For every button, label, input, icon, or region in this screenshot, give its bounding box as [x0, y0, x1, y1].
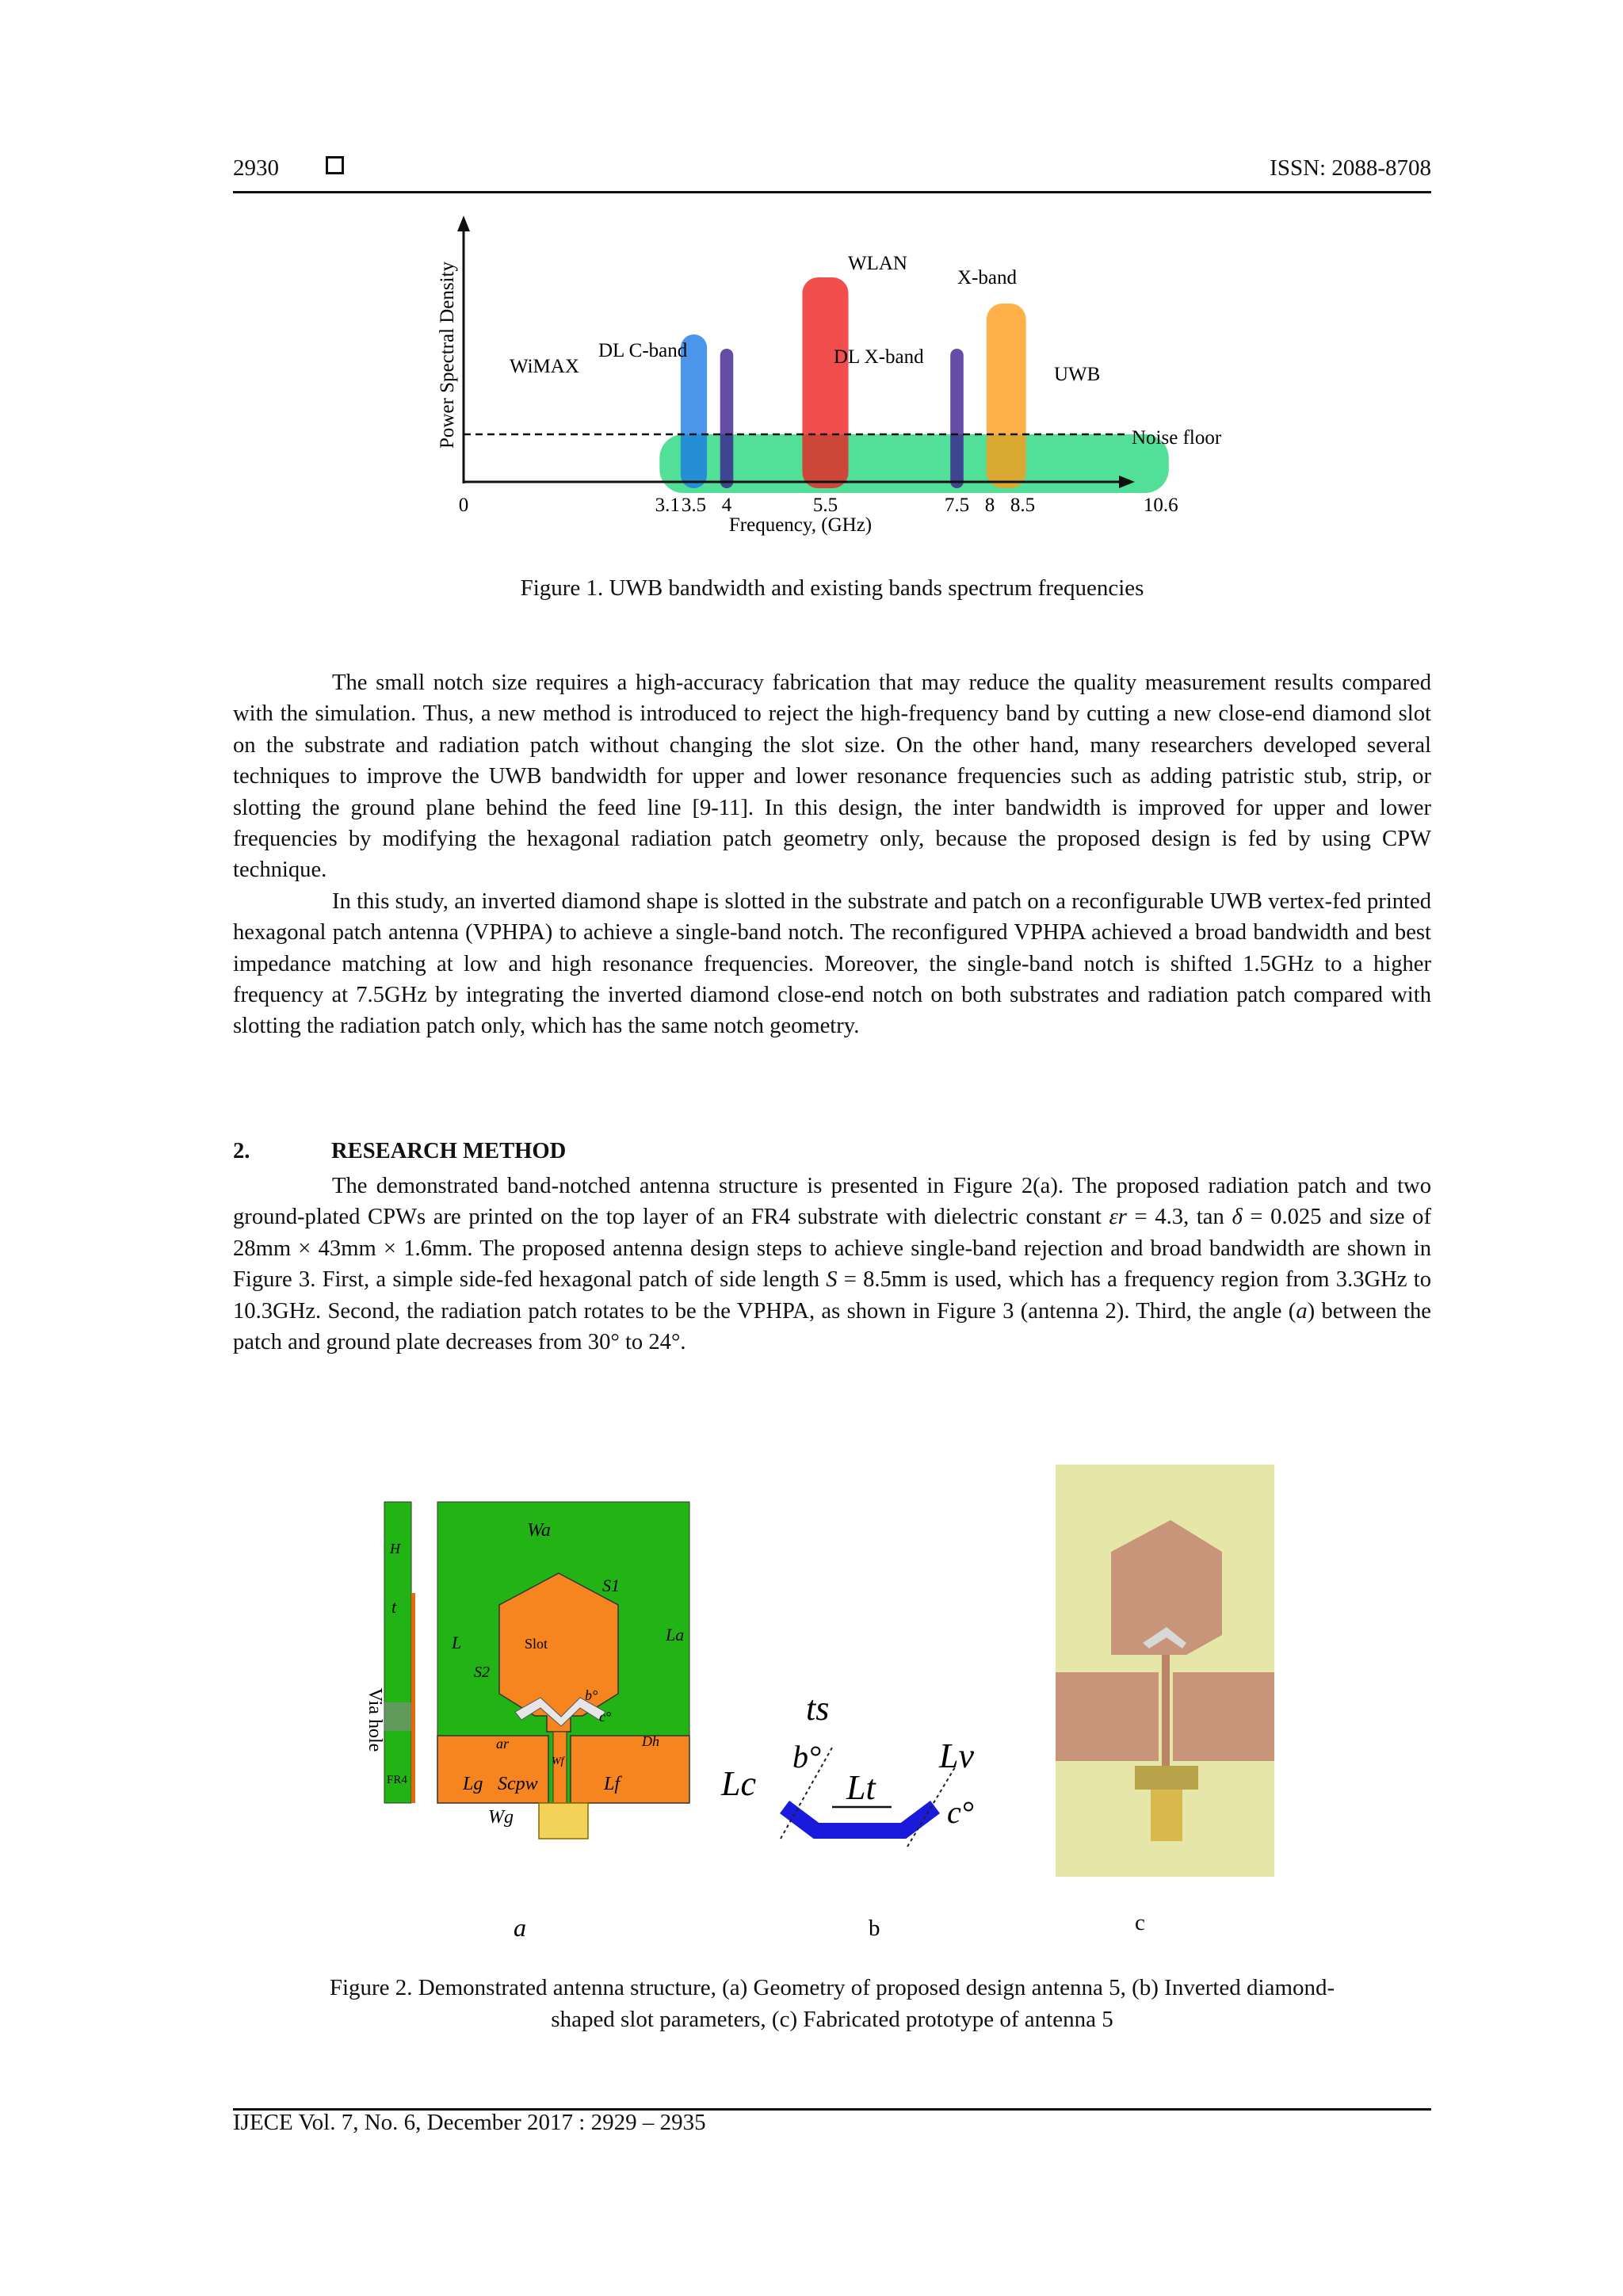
page-number: 2930: [233, 155, 279, 181]
band-x-band: [987, 304, 1026, 488]
section-heading: [233, 1139, 566, 1164]
label-la: La: [666, 1625, 685, 1645]
label-b-angle: b°: [792, 1739, 821, 1775]
label-wf: Wf: [552, 1755, 564, 1767]
label-lt: Lt: [846, 1768, 876, 1807]
y-axis-arrow: [457, 216, 470, 231]
panel-label-c: c: [1135, 1910, 1145, 1935]
feed-line: [553, 1732, 567, 1803]
label-slot: Slot: [525, 1636, 548, 1652]
figure2-caption: Figure 2. Demonstrated antenna structure, (a) Geometry of proposed design antenna 5, (b) Inverted diamond- shaped slot parameters, (c) Fabricated prototype of antenna 5: [329, 1975, 1335, 2032]
x-tick-label: 4: [721, 495, 732, 516]
label-b: b°: [585, 1687, 598, 1703]
label-ar: ar: [496, 1736, 510, 1752]
panel-label-a: a: [514, 1913, 526, 1942]
label-wa: Wa: [527, 1520, 551, 1541]
x-tick-label: 8.5: [1010, 495, 1036, 516]
y-axis-label: Power Spectral Density: [437, 261, 458, 449]
x-tick-label: 3.1: [655, 495, 680, 516]
label-via-hole: Via hole: [365, 1687, 385, 1752]
intro-paragraphs: [233, 667, 1431, 1042]
x-tick-label: 8: [984, 495, 995, 516]
x-tick-label: 7.5: [944, 495, 970, 516]
label-scpw: Scpw: [498, 1774, 538, 1794]
x-tick-label: 0: [458, 495, 469, 516]
label-s1: S1: [602, 1576, 620, 1595]
paragraph-1: The small notch size requires a high-accuracy fabrication that may reduce the quality measurement results compared with the simulation. Thus, a new method is introduced to reject the high-frequency band by cutting a new close-end diamond slot on the substrate and radiation patch without changing the slot size. On the other hand, many researchers developed several techniques to improve the UWB bandwidth for upper and lower resonance frequencies such as adding patristic stub, strip, or slotting the ground plane behind the feed line [9-11]. In this design, the inter bandwidth is improved for upper and lower frequencies by modifying the hexagonal radiation patch geometry only, because the proposed design is fed by using CPW technique.: [233, 670, 1431, 883]
band-label-x-band: X-band: [957, 267, 1017, 288]
label-ts: ts: [806, 1689, 830, 1728]
figure2-panel-b: [713, 1664, 1022, 1958]
label-lv: Lv: [939, 1736, 974, 1775]
label-h: H: [390, 1541, 400, 1557]
label-c-angle: c°: [947, 1794, 974, 1830]
label-lg: Lg: [463, 1774, 483, 1794]
paragraph-2: In this study, an inverted diamond shape is slotted in the substrate and patch on a reconfigurable UWB vertex-fed printed hexagonal patch antenna (VPHPA) to achieve a single-band notch. The reconfigured VPHPA achieved a broad bandwidth and best impedance matching at low and high resonance frequencies. Moreover, the single-band notch is shifted 1.5GHz to a higher frequency at 7.5GHz by integrating the inverted diamond close-end notch on both substrates and radiation patch compared with slotting the radiation patch only, which has the same notch geometry.: [233, 888, 1431, 1039]
label-l: L: [452, 1633, 462, 1652]
panel-label-b: b: [869, 1916, 880, 1941]
header-rule: [233, 191, 1431, 193]
noise-floor-label: Noise floor: [1132, 427, 1222, 449]
issn: ISSN: 2088-8708: [1270, 155, 1431, 181]
x-tick-labels: [459, 495, 1178, 516]
x-tick-label: 10.6: [1143, 495, 1178, 516]
chart-bands: [659, 277, 1169, 493]
label-wg: Wg: [488, 1807, 514, 1828]
label-lc: Lc: [721, 1764, 756, 1803]
ground-right: [571, 1736, 689, 1803]
square-bullet-icon: [326, 156, 344, 174]
label-dh: Dh: [642, 1733, 659, 1749]
prototype-illustration: [1056, 1465, 1274, 1877]
band-label-wlan: WLAN: [848, 253, 907, 274]
band-uwb: [659, 434, 1169, 493]
section-number: 2.: [233, 1139, 250, 1163]
sma-connector: [539, 1803, 588, 1839]
band-dl-c-band: [720, 349, 734, 488]
band-label-wimax: WiMAX: [510, 356, 579, 377]
band-label-dl-x-band: DL X-band: [834, 346, 924, 368]
side-copper: [411, 1593, 415, 1803]
figure1-caption: Figure 1. UWB bandwidth and existing bands spectrum frequencies: [520, 575, 1144, 601]
method-paragraph: The demonstrated band-notched antenna structure is presented in Figure 2(a). The proposed radiation patch and two ground-plated CPWs are printed on the top layer of an FR4 substrate with dielectric constant εr = 4.3, tan δ = 0.025 and size of 28mm × 43mm × 1.6mm. The proposed antenna design steps to achieve single-band rejection and broad bandwidth are shown in Figure 3. First, a simple side-fed hexagonal patch of side length S = 8.5mm is used, which has a frequency region from 3.3GHz to 10.3GHz. Second, the radiation patch rotates to be the VPHPA, as shown in Figure 3 (antenna 2). Third, the angle (a) between the patch and ground plate decreases from 30° to 24°.: [233, 1174, 1432, 1355]
label-c: c°: [599, 1709, 612, 1725]
label-fr4: FR4: [387, 1774, 407, 1786]
x-tick-label: 5.5: [812, 495, 838, 516]
via-hole: [384, 1702, 411, 1731]
prototype-photo: [1056, 1465, 1274, 1877]
x-tick-label: 3.5: [681, 495, 707, 516]
diamond-slot-shape: [785, 1807, 935, 1831]
journal-footer: IJECE Vol. 7, No. 6, December 2017 : 2929 – 2935: [233, 2110, 706, 2135]
band-wlan: [802, 277, 848, 488]
label-s2: S2: [474, 1664, 490, 1681]
band-label-uwb: UWB: [1054, 364, 1101, 385]
band-dl-x-band: [950, 349, 964, 488]
figure1-chart: [428, 214, 1236, 547]
band-label-dl-c-band: DL C-band: [598, 340, 688, 361]
label-lf: Lf: [604, 1774, 621, 1794]
figure2-panel-a: [365, 1490, 721, 1958]
section-title: RESEARCH METHOD: [331, 1139, 567, 1163]
x-axis-label: Frequency, (GHz): [728, 514, 873, 536]
label-t: t: [391, 1597, 397, 1617]
